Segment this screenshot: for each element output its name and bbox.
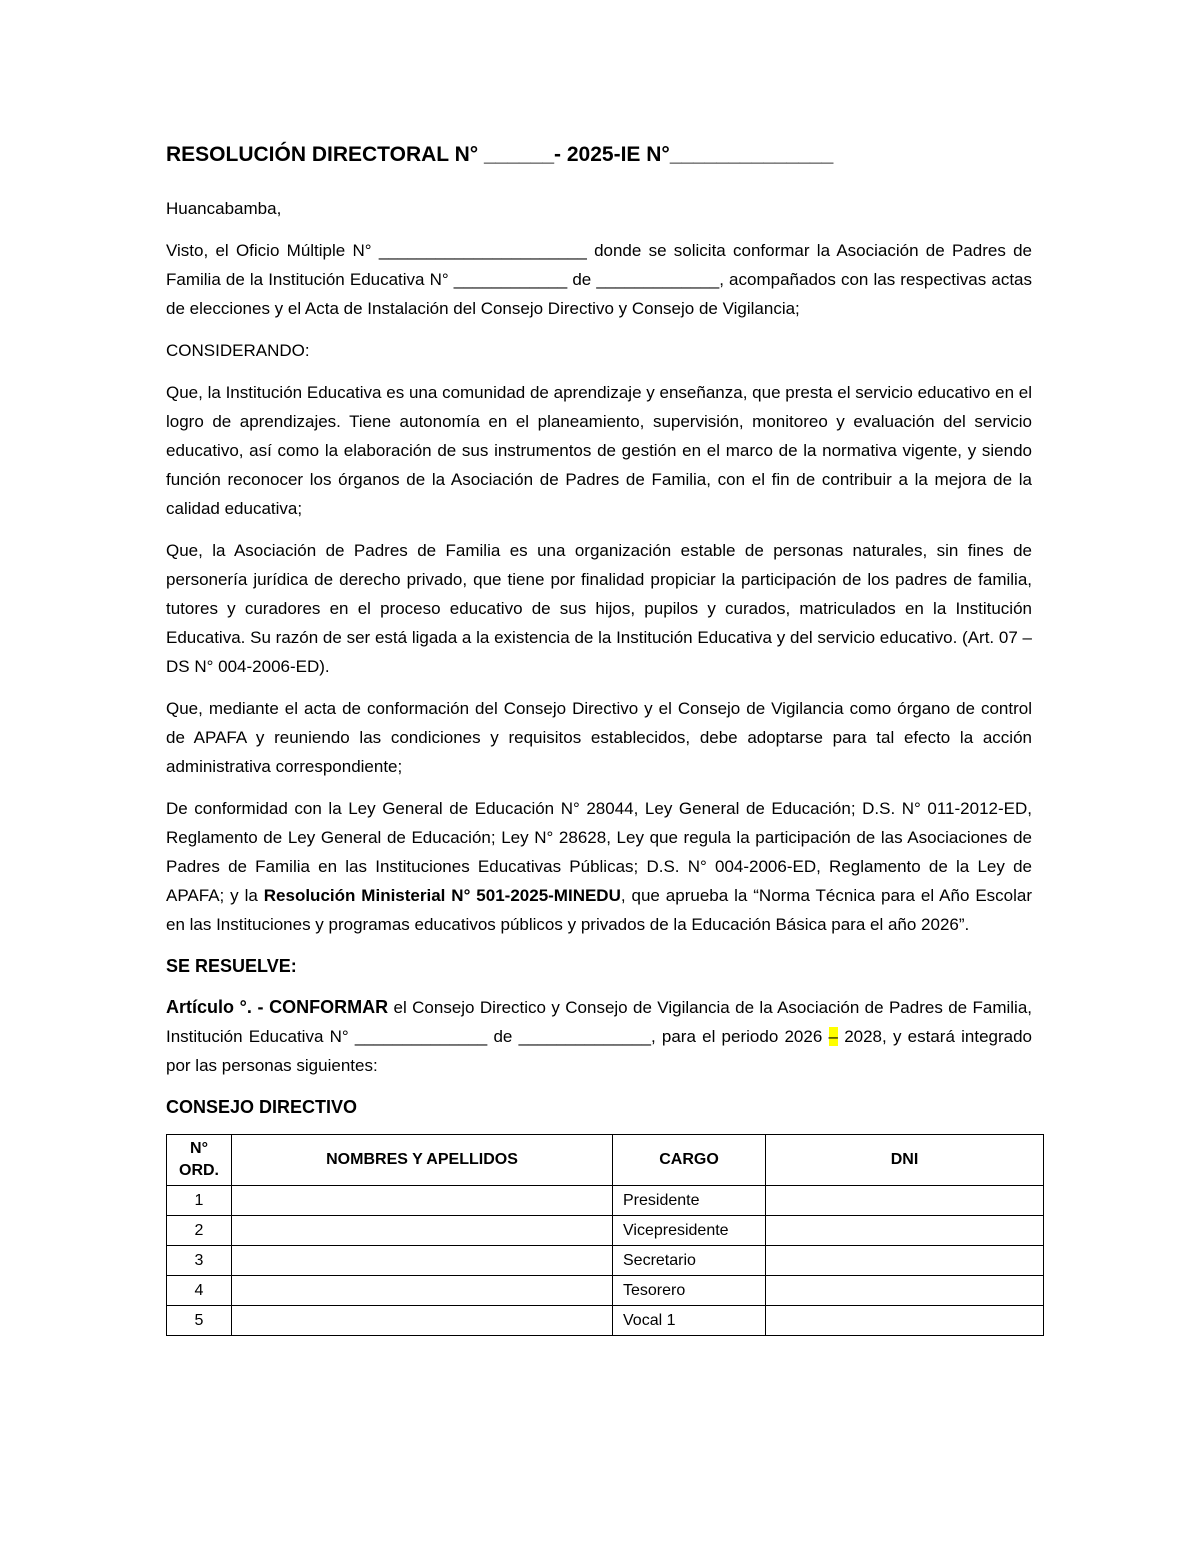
row-number: 2 [167,1216,232,1246]
resolution-reference: Resolución Ministerial N° 501-2025-MINEDU [263,886,621,905]
legal-basis-text-a: De conformidad con la Ley General de Educación N° 28044, Ley General de Educación; D.S. N° 011-2012-ED, Reglamento de Ley General de Educación; Ley N° 28628, Ley que regula la participación de las Asociaciones de Padres de Familia en las Instituciones Educativas Públicas; D.S. N° 004-2006-ED, Reglamento de la Ley de APAFA; y la [166,799,1032,905]
row-dni-cell [766,1216,1044,1246]
considerando-label: CONSIDERANDO: [166,341,310,360]
row-number: 4 [167,1276,232,1306]
legal-basis-paragraph [166,794,1032,939]
table-row [167,1276,1044,1306]
row-name-cell [232,1246,613,1276]
table-header-row [167,1135,1044,1186]
header-dni: DNI [766,1135,1044,1186]
se-resuelve-heading: SE RESUELVE: [166,956,297,976]
row-name-cell [232,1216,613,1246]
row-dni-cell [766,1186,1044,1216]
considerando-paragraph-2: Que, la Asociación de Padres de Familia es una organización estable de personas naturales, sin fines de personería jurídica de derecho privado, que tiene por finalidad propiciar la participación de los padres de familia, tutores y curadores en el proceso educativo de sus hijos, pupilos y curados, matriculados en la Institución Educativa. Su razón de ser está ligada a la existencia de la Institución Educativa y del servicio educativo. (Art. 07 – DS N° 004-2006-ED). [166,541,1032,676]
row-dni-cell [766,1246,1044,1276]
document-title: RESOLUCIÓN DIRECTORAL N° ______- 2025-IE N°______________ [166,143,834,166]
visto-paragraph: Visto, el Oficio Múltiple N° ______________________ donde se solicita conformar la Asociación de Padres de Familia de la Institución Educativa N° ____________ de _____________, acompañados con las respectivas actas de elecciones y el Acta de Instalación del Consejo Directivo y Consejo de Vigilancia; [166,241,1032,318]
row-cargo: Vocal 1 [613,1306,766,1336]
row-cargo: Vicepresidente [613,1216,766,1246]
row-name-cell [232,1186,613,1216]
consejo-directivo-table [166,1134,1044,1336]
row-number: 1 [167,1186,232,1216]
row-name-cell [232,1306,613,1336]
consejo-directivo-heading: CONSEJO DIRECTIVO [166,1097,358,1117]
articulo-label: Artículo °. - CONFORMAR [166,997,389,1017]
header-nombres: NOMBRES Y APELLIDOS [232,1135,613,1186]
header-cargo: CARGO [613,1135,766,1186]
table-row [167,1216,1044,1246]
articulo-paragraph [166,993,1032,1080]
place-line: Huancabamba, [166,199,282,218]
row-name-cell [232,1276,613,1306]
row-dni-cell [766,1276,1044,1306]
considerando-paragraph-3: Que, mediante el acta de conformación del Consejo Directivo y el Consejo de Vigilancia como órgano de control de APAFA y reuniendo las condiciones y requisitos establecidos, debe adoptarse para tal efecto la acción administrativa correspondiente; [166,699,1032,776]
considerando-paragraph-1: Que, la Institución Educativa es una comunidad de aprendizaje y enseñanza, que presta el servicio educativo en el logro de aprendizajes. Tiene autonomía en el planeamiento, supervisión, monitoreo y evaluación del servicio educativo, así como la elaboración de sus instrumentos de gestión en el marco de la normativa vigente, y siendo función reconocer los órganos de la Asociación de Padres de Familia, con el fin de contribuir a la mejora de la calidad educativa; [166,383,1032,518]
table-row [167,1306,1044,1336]
table-row [167,1246,1044,1276]
document-page [166,140,1032,1336]
articulo-text-a: el Consejo Directico y Consejo de Vigilancia de la Asociación de Padres de Familia, Institución Educativa N° ______________ de ______________, para el periodo 2026 [166,998,1032,1046]
row-cargo: Secretario [613,1246,766,1276]
row-number: 3 [167,1246,232,1276]
highlighted-dash: – [828,1027,838,1046]
row-dni-cell [766,1306,1044,1336]
legal-basis-text-b: , que aprueba la “Norma Técnica para el Año Escolar en las Instituciones y programas educativos públicos y privados de la Educación Básica para el año 2026”. [166,886,1033,934]
articulo-text-b: 2028, y estará integrado por las personas siguientes: [166,1027,1032,1075]
row-cargo: Presidente [613,1186,766,1216]
header-numero: N° ORD. [167,1135,232,1186]
row-number: 5 [167,1306,232,1336]
row-cargo: Tesorero [613,1276,766,1306]
table-row [167,1186,1044,1216]
